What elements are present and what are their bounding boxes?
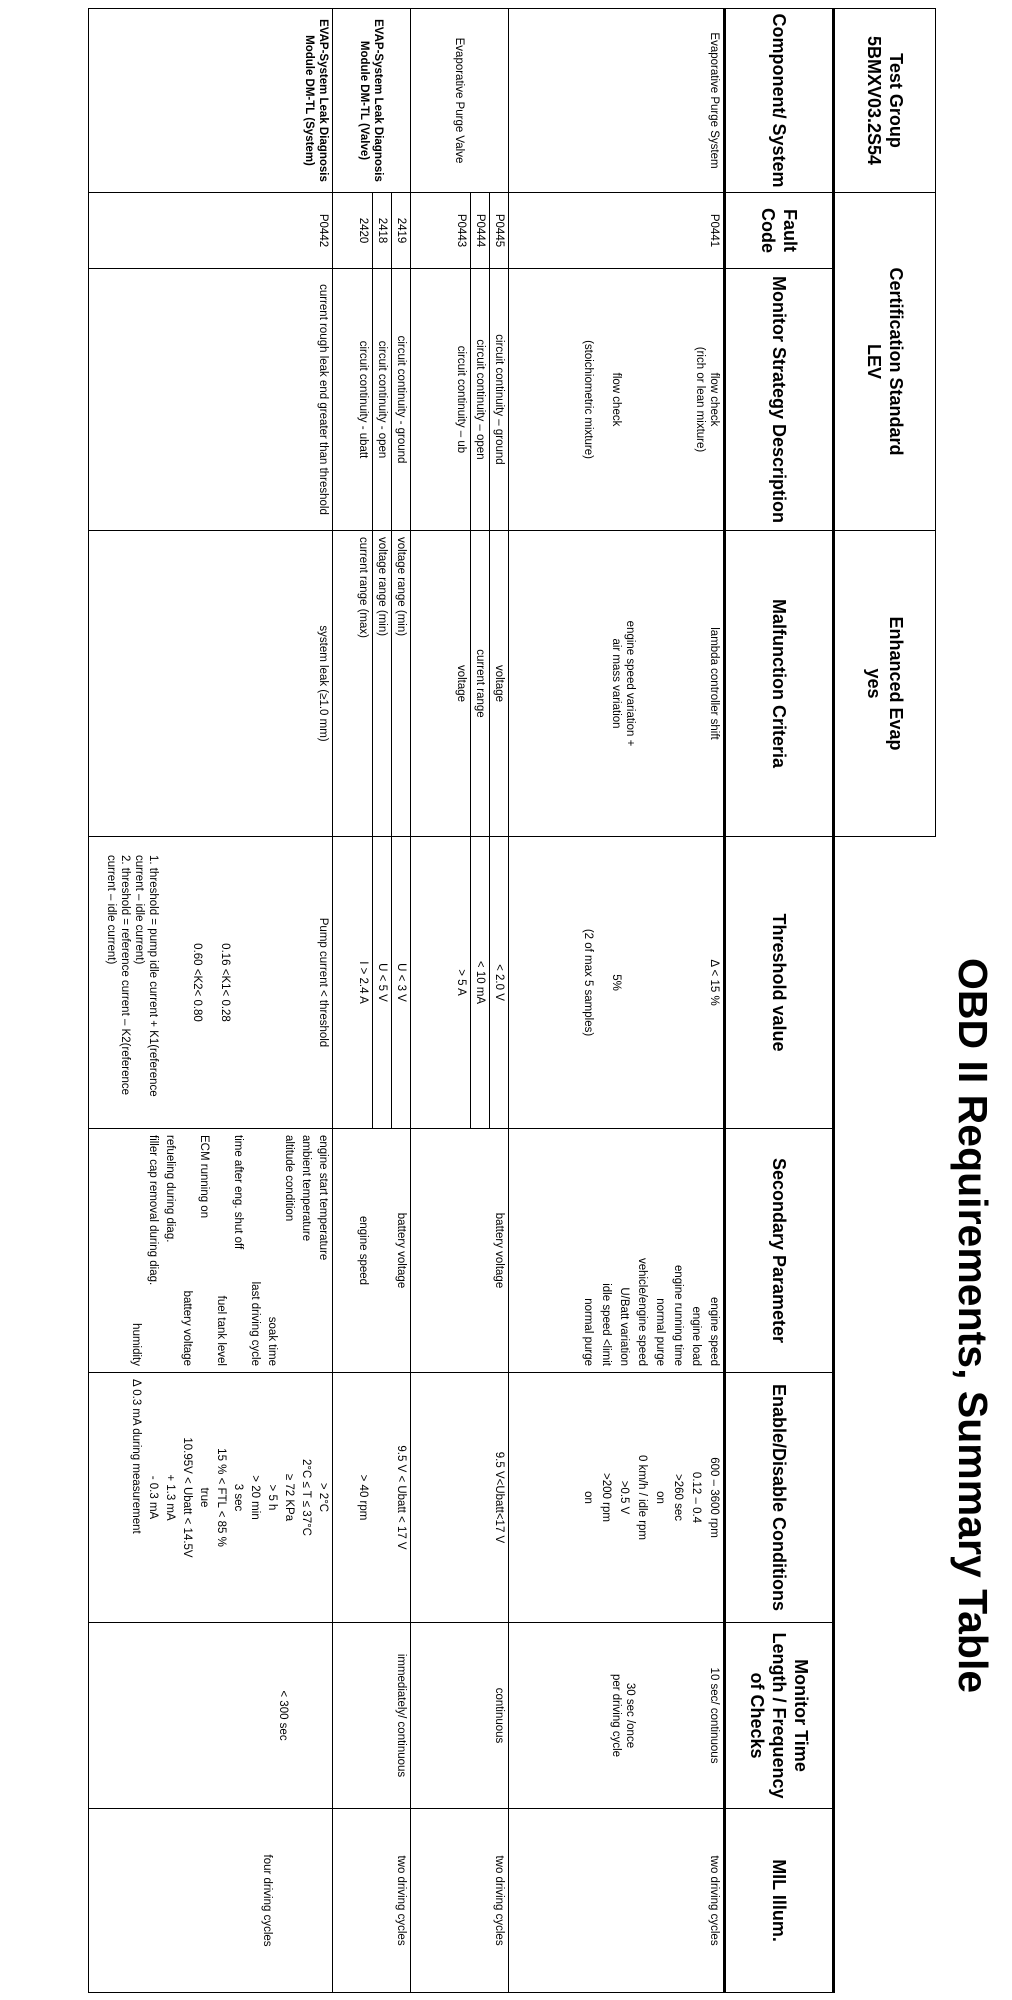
monitor-time-cell: immediately/ continuous	[333, 1623, 411, 1809]
threshold-cell	[411, 837, 509, 1129]
list-item: >0.5 V	[618, 1480, 630, 1515]
list-item: 2418	[372, 193, 391, 268]
list-item: on	[582, 1491, 594, 1504]
list-item: battery voltage	[395, 1212, 407, 1289]
col-mil: MIL Illum.	[725, 1809, 834, 1993]
threshold-text: 0.16 <K1< 0.28	[219, 943, 231, 1022]
list-item: engine start temperature	[317, 1135, 330, 1261]
list-item: normal purge	[654, 1298, 666, 1366]
list-item: fuel tank level	[215, 1295, 228, 1366]
list-item: vehicle/engine speed	[636, 1257, 648, 1366]
list-item: circuit continuity - open	[372, 269, 391, 530]
list-item: circuit continuity - ground	[391, 269, 410, 530]
list-item: I > 2.4 A	[357, 961, 369, 1004]
mil-cell: two driving cycles	[509, 1809, 725, 1993]
threshold-cell	[333, 837, 411, 1129]
component-cell: EVAP-System Leak Diagnosis Module DM-TL (Valve)	[333, 9, 411, 193]
list-item: 600 – 3600 rpm	[708, 1457, 720, 1538]
list-item: engine speed	[708, 1296, 720, 1366]
mil-text: four driving cycles	[261, 1854, 273, 1947]
strategy-text: (stoichiometric mixture)	[582, 340, 594, 459]
cert-standard-value: LEV	[864, 343, 884, 379]
list-item: refueling during diag.	[164, 1135, 177, 1243]
fault-code-cell	[411, 193, 509, 269]
col-enable: Enable/Disable Conditions	[725, 1373, 834, 1623]
secondary-cell	[509, 1129, 725, 1373]
list-item: circuit continuity - ubatt	[357, 340, 369, 459]
strategy-text: flow check	[708, 372, 720, 427]
test-group-value: 5BMXV03.2S54	[864, 35, 884, 166]
monitor-time-cell: continuous	[411, 1623, 509, 1809]
list-item: circuit continuity – ub	[455, 345, 467, 454]
list-item: voltage	[455, 664, 467, 703]
list-item: > 5 A	[455, 969, 467, 996]
table-row	[509, 9, 725, 1993]
list-item: engine speed	[357, 1215, 369, 1286]
list-item: >260 sec	[672, 1474, 684, 1521]
list-item: >200 rpm	[600, 1473, 612, 1522]
list-item: ECM running on	[198, 1135, 211, 1219]
strategy-text: flow check	[610, 372, 622, 427]
list-item: 3 sec	[232, 1483, 245, 1512]
list-item: 2420	[357, 217, 369, 244]
strategy-cell: current rough leak end greater than threshold	[89, 269, 333, 531]
list-item: true	[198, 1487, 211, 1508]
threshold-cell	[89, 837, 333, 1129]
col-fault-code: Fault Code	[725, 193, 834, 269]
list-item: time after eng. shut off	[232, 1135, 245, 1250]
mil-cell	[89, 1809, 333, 1993]
threshold-text: 1. threshold = pump idle current + K1(reference current – idle current)	[133, 855, 159, 1097]
list-item: 2°C ≤ T ≤ 37°C	[300, 1458, 313, 1536]
list-item: filler cap removal during diag.	[147, 1135, 160, 1286]
enable-cell	[509, 1373, 725, 1623]
list-item: voltage range (min)	[391, 531, 410, 836]
enable-cell: 9.5 V<Ubatt<17 V	[411, 1373, 509, 1623]
table-row	[333, 9, 411, 1993]
list-item: voltage range (min)	[372, 531, 391, 836]
list-item: P0444	[470, 193, 489, 268]
list-item: soak time	[266, 1316, 279, 1366]
page-title: OBD II Requirements, Summary Table	[950, 958, 996, 1694]
list-item: on	[654, 1491, 666, 1504]
list-item: ambient temperature	[300, 1135, 313, 1242]
list-item: circuit continuity – open	[470, 269, 489, 530]
table-row	[411, 9, 509, 1993]
list-item: 15 % < FTL < 85 %	[215, 1448, 228, 1547]
enhanced-evap-value: yes	[864, 668, 884, 699]
threshold-cell	[509, 837, 725, 1129]
list-item: 0.12 – 0.4	[690, 1471, 702, 1524]
col-monitor-time: Monitor Time Length / Frequency of Checks	[725, 1623, 834, 1809]
monitor-time-cell	[89, 1623, 333, 1809]
list-item: battery voltage	[181, 1290, 194, 1366]
strategy-cell	[411, 269, 509, 531]
test-group-label: Test Group	[886, 53, 906, 148]
list-item: humidity	[130, 1323, 143, 1366]
threshold-text: 0.60 <K2< 0.80	[191, 943, 203, 1022]
table-row	[89, 9, 333, 1993]
col-component: Component/ System	[725, 9, 834, 193]
fault-code-cell: P0442	[89, 193, 333, 269]
secondary-cell	[333, 1129, 411, 1373]
fault-code-cell	[333, 193, 411, 269]
list-item: last driving cycle	[249, 1281, 262, 1366]
monitor-text: 10 sec/ continuous	[708, 1667, 720, 1764]
col-malfunction: Malfunction Criteria	[725, 531, 834, 837]
malfunction-cell	[333, 531, 411, 837]
malfunction-text: engine speed variation +	[624, 620, 636, 747]
monitor-text: per driving cycle	[610, 1673, 622, 1758]
list-item: engine load	[690, 1306, 702, 1366]
enhanced-evap-cell	[834, 531, 936, 837]
enable-cell	[333, 1373, 411, 1623]
list-item: engine running time	[672, 1264, 684, 1366]
list-item: P0445	[489, 193, 508, 268]
list-item: - 0.3 mA	[147, 1475, 160, 1520]
threshold-text: Pump current < threshold	[317, 917, 329, 1048]
list-item: > 2°C	[317, 1482, 330, 1513]
list-item: current range	[470, 531, 489, 836]
header-info-row	[834, 9, 936, 1993]
list-item: U < 3 V	[391, 837, 410, 1128]
strategy-text: (rich or lean mixture)	[694, 346, 706, 453]
list-item: 10.95V < Ubatt < 14.5V	[181, 1437, 194, 1558]
secondary-cell: battery voltage	[411, 1129, 509, 1373]
mil-cell: two driving cycles	[411, 1809, 509, 1993]
list-item: circuit continuity – ground	[489, 269, 508, 530]
list-item: Δ 0.3 mA during measurement	[130, 1379, 143, 1534]
list-item: current range (max)	[357, 537, 369, 638]
threshold-text: 2. threshold = reference current – K2(reference current – idle current)	[105, 855, 131, 1096]
list-item: U < 5 V	[372, 837, 391, 1128]
enhanced-evap-label: Enhanced Evap	[886, 616, 906, 751]
list-item: idle speed <limit	[600, 1283, 612, 1366]
list-item: ≥ 72 KPa	[283, 1473, 296, 1522]
col-strategy: Monitor Strategy Description	[725, 269, 834, 531]
threshold-text: Δ < 15 %	[708, 959, 720, 1006]
test-group-cell	[834, 9, 936, 193]
list-item: 9.5 V < Ubatt < 17 V	[395, 1445, 407, 1550]
col-secondary: Secondary Parameter	[725, 1129, 834, 1373]
cert-standard-cell	[834, 193, 936, 531]
list-item: < 2.0 V	[489, 837, 508, 1128]
strategy-cell	[509, 269, 725, 531]
list-item: altitude condition	[283, 1135, 296, 1222]
component-cell: Evaporative Purge System	[509, 9, 725, 193]
list-item: voltage	[489, 531, 508, 836]
monitor-text: < 300 sec	[277, 1690, 289, 1741]
strategy-cell	[333, 269, 411, 531]
threshold-text: (2 of max 5 samples)	[582, 928, 594, 1037]
mil-cell: two driving cycles	[333, 1809, 411, 1993]
monitor-text: 30 sec /once	[624, 1682, 636, 1749]
list-item: + 1.3 mA	[164, 1474, 177, 1521]
malfunction-cell	[509, 531, 725, 837]
title-spacer-cell	[834, 837, 936, 1993]
enable-cell	[89, 1373, 333, 1623]
secondary-cell	[89, 1129, 333, 1373]
list-item: > 20 min	[249, 1475, 262, 1520]
component-cell: Evaporative Purge Valve	[411, 9, 509, 193]
component-cell: EVAP-System Leak Diagnosis Module DM-TL (System)	[89, 9, 333, 193]
list-item: U/Batt variation	[618, 1287, 630, 1366]
list-item: > 5 h	[266, 1484, 279, 1511]
malfunction-cell	[411, 531, 509, 837]
list-item: > 40 rpm	[357, 1474, 369, 1521]
list-item: P0443	[455, 213, 467, 248]
fault-code-cell: P0441	[509, 193, 725, 269]
malfunction-text: air mass variation	[610, 638, 622, 729]
list-item: 2419	[391, 193, 410, 268]
list-item: normal purge	[582, 1298, 594, 1366]
obd-summary-table	[88, 8, 936, 1993]
malfunction-cell: system leak (≥1.0 mm)	[89, 531, 333, 837]
cert-standard-label: Certification Standard	[886, 267, 906, 456]
list-item: < 10 mA	[470, 837, 489, 1128]
malfunction-text: lambda controller shift	[708, 627, 720, 740]
list-item: 0 km/h / idle rpm	[636, 1455, 648, 1540]
threshold-text: 5%	[610, 974, 622, 991]
column-header-row	[725, 9, 834, 1993]
monitor-time-cell	[509, 1623, 725, 1809]
col-threshold: Threshold value	[725, 837, 834, 1129]
